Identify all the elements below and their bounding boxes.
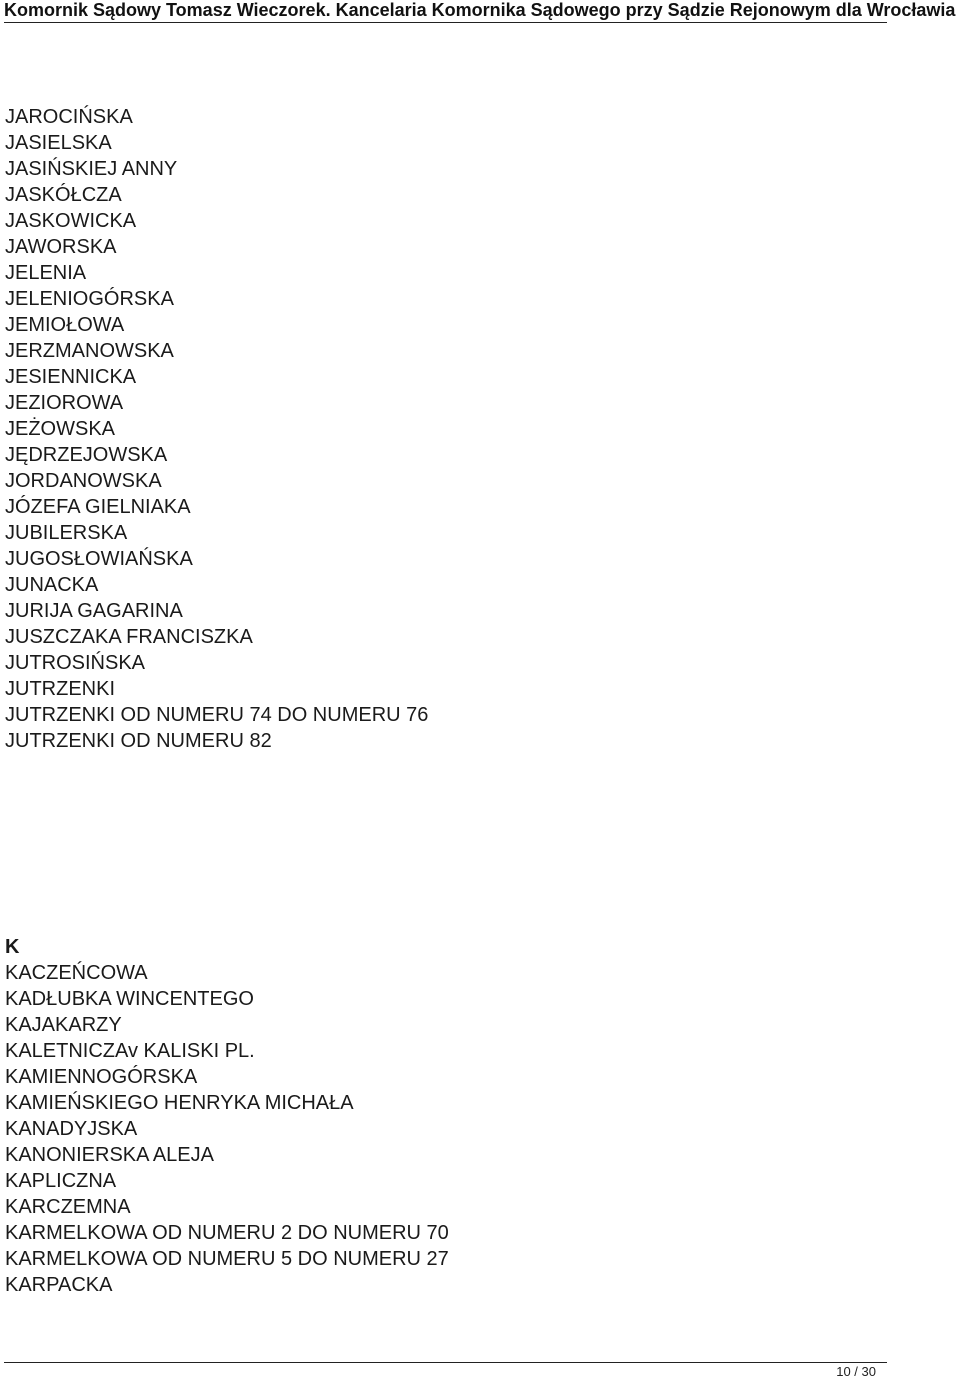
street-item: KAMIENNOGÓRSKA <box>5 1066 198 1088</box>
street-item: JÓZEFA GIELNIAKA <box>5 496 191 518</box>
street-item: JASIELSKA <box>5 132 112 154</box>
street-item: KALETNICZAv KALISKI PL. <box>5 1040 255 1062</box>
street-item: JASIŃSKIEJ ANNY <box>5 158 178 180</box>
street-item: KARMELKOWA OD NUMERU 2 DO NUMERU 70 <box>5 1222 449 1244</box>
street-item: JASKOWICKA <box>5 210 137 232</box>
street-list-j <box>5 104 428 754</box>
street-item: JAROCIŃSKA <box>5 106 133 128</box>
street-item: JUGOSŁOWIAŃSKA <box>5 548 193 570</box>
page-header <box>0 0 960 26</box>
street-item: JĘDRZEJOWSKA <box>5 444 168 466</box>
street-item: JURIJA GAGARINA <box>5 600 183 622</box>
street-item: KARPACKA <box>5 1274 113 1296</box>
street-item: JELENIOGÓRSKA <box>5 288 174 310</box>
street-item: JUTRZENKI OD NUMERU 74 DO NUMERU 76 <box>5 704 429 726</box>
street-item: JELENIA <box>5 262 87 284</box>
street-item: JEMIOŁOWA <box>5 314 125 336</box>
street-item: JESIENNICKA <box>5 366 137 388</box>
street-item: JEŻOWSKA <box>5 418 116 440</box>
street-item: JUTROSIŃSKA <box>5 652 146 674</box>
footer-divider <box>4 1362 887 1363</box>
street-item: JASKÓŁCZA <box>5 184 122 206</box>
street-item: KACZEŃCOWA <box>5 962 148 984</box>
street-item: JAWORSKA <box>5 236 117 258</box>
street-item: KANADYJSKA <box>5 1118 138 1140</box>
page-number: 10 / 30 <box>836 1364 876 1379</box>
street-item: JUBILERSKA <box>5 522 128 544</box>
street-list-k <box>5 934 449 1298</box>
street-item: KAMIEŃSKIEGO HENRYKA MICHAŁA <box>5 1092 354 1114</box>
street-item: JUSZCZAKA FRANCISZKA <box>5 626 253 648</box>
street-item: JUNACKA <box>5 574 99 596</box>
street-item: JEZIOROWA <box>5 392 124 414</box>
street-item: KAPLICZNA <box>5 1170 117 1192</box>
street-item: JORDANOWSKA <box>5 470 162 492</box>
street-item: KADŁUBKA WINCENTEGO <box>5 988 254 1010</box>
street-item: JUTRZENKI OD NUMERU 82 <box>5 730 272 752</box>
street-item: JERZMANOWSKA <box>5 340 174 362</box>
street-item: KARMELKOWA OD NUMERU 5 DO NUMERU 27 <box>5 1248 449 1270</box>
street-item: KAJAKARZY <box>5 1014 122 1036</box>
street-item: JUTRZENKI <box>5 678 115 700</box>
street-item: KARCZEMNA <box>5 1196 131 1218</box>
section-letter-heading: K <box>5 936 20 958</box>
street-item: KANONIERSKA ALEJA <box>5 1144 214 1166</box>
header-title: Komornik Sądowy Tomasz Wieczorek. Kancelaria Komornika Sądowego przy Sądzie Rejonowym dla Wrocławia <box>4 0 956 20</box>
header-divider <box>4 22 887 23</box>
